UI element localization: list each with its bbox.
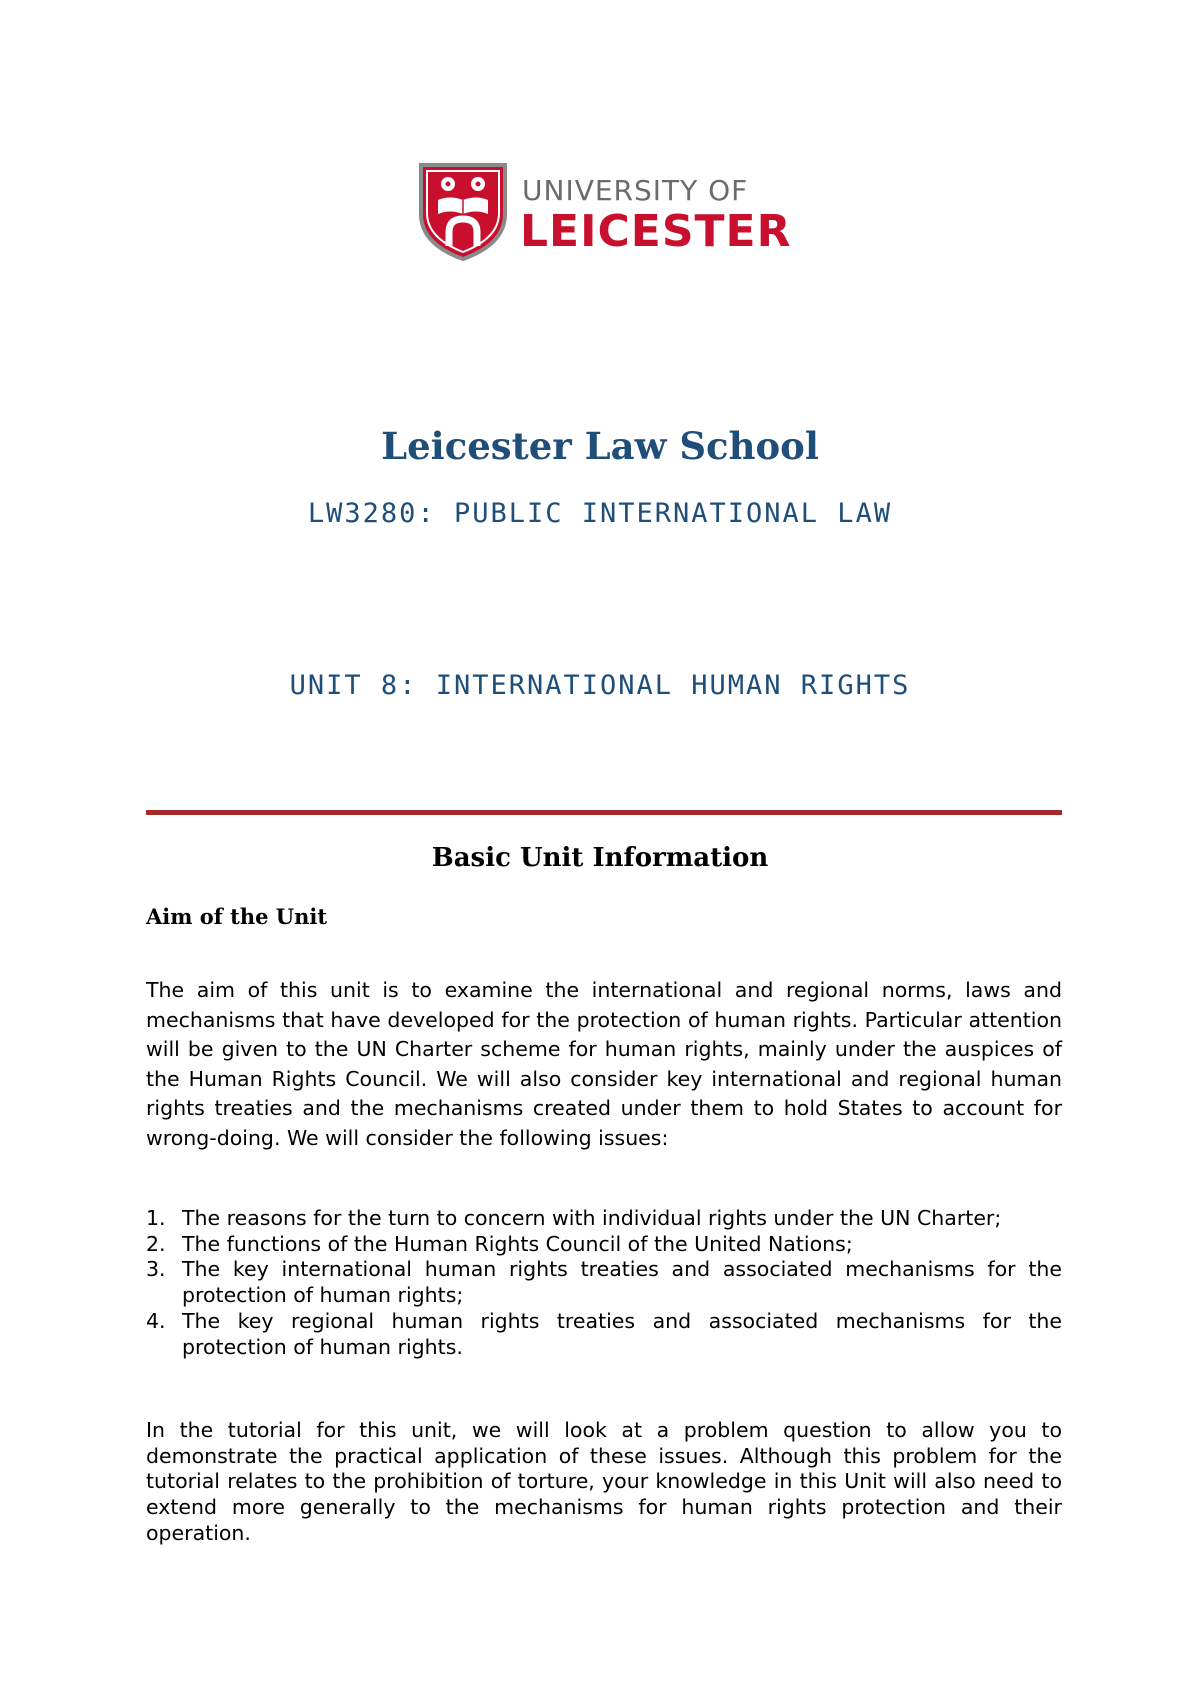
university-logo: [418, 162, 798, 262]
list-item-text: The key international human rights treaties and associated mechanisms for the protection of human rights;: [182, 1257, 1062, 1308]
list-item-number: 2.: [146, 1231, 166, 1256]
list-item: [146, 1206, 1062, 1232]
intro-paragraph: The aim of this unit is to examine the international and regional norms, laws and mechanisms that have developed for the protection of human rights. Particular attention will be given to the UN Charter scheme for human rights, mainly under the auspices of the Human Rights Council. We will also consider key international and regional human rights treaties and the mechanisms created under them to hold States to account for wrong-doing. We will consider the following issues:: [146, 978, 1062, 1150]
logo-line-leicester: LEICESTER: [520, 206, 792, 257]
list-item-text: The key regional human rights treaties and associated mechanisms for the protection of human rights.: [182, 1308, 1062, 1359]
list-item-number: 1.: [146, 1206, 166, 1230]
module-title: LW3280: PUBLIC INTERNATIONAL LAW: [307, 498, 893, 529]
logo-line-university-of: UNIVERSITY OF: [522, 174, 749, 207]
section-divider: [146, 810, 1062, 815]
aim-heading: Aim of the Unit: [146, 904, 328, 929]
school-title: Leicester Law School: [381, 424, 819, 468]
list-item: [146, 1232, 1062, 1258]
list-item-number: 4.: [146, 1308, 166, 1333]
university-crest-icon: [418, 162, 508, 262]
list-item: [146, 1309, 1062, 1360]
list-item-number: 3.: [146, 1257, 166, 1282]
list-item-text: The functions of the Human Rights Council of the United Nations;: [182, 1231, 853, 1256]
section-title: Basic Unit Information: [431, 843, 769, 873]
unit-title: UNIT 8: INTERNATIONAL HUMAN RIGHTS: [289, 670, 911, 701]
issues-list: [146, 1206, 1062, 1360]
list-item-text: The reasons for the turn to concern with individual rights under the UN Charter;: [182, 1206, 1002, 1230]
list-item: [146, 1257, 1062, 1308]
closing-paragraph: In the tutorial for this unit, we will look at a problem question to allow you to demonstrate the practical application of these issues. Although this problem for the tutorial relates to the prohibition of torture, your knowledge in this Unit will also need to extend more generally to the mechanisms for human rights protection and their operation.: [146, 1418, 1062, 1545]
